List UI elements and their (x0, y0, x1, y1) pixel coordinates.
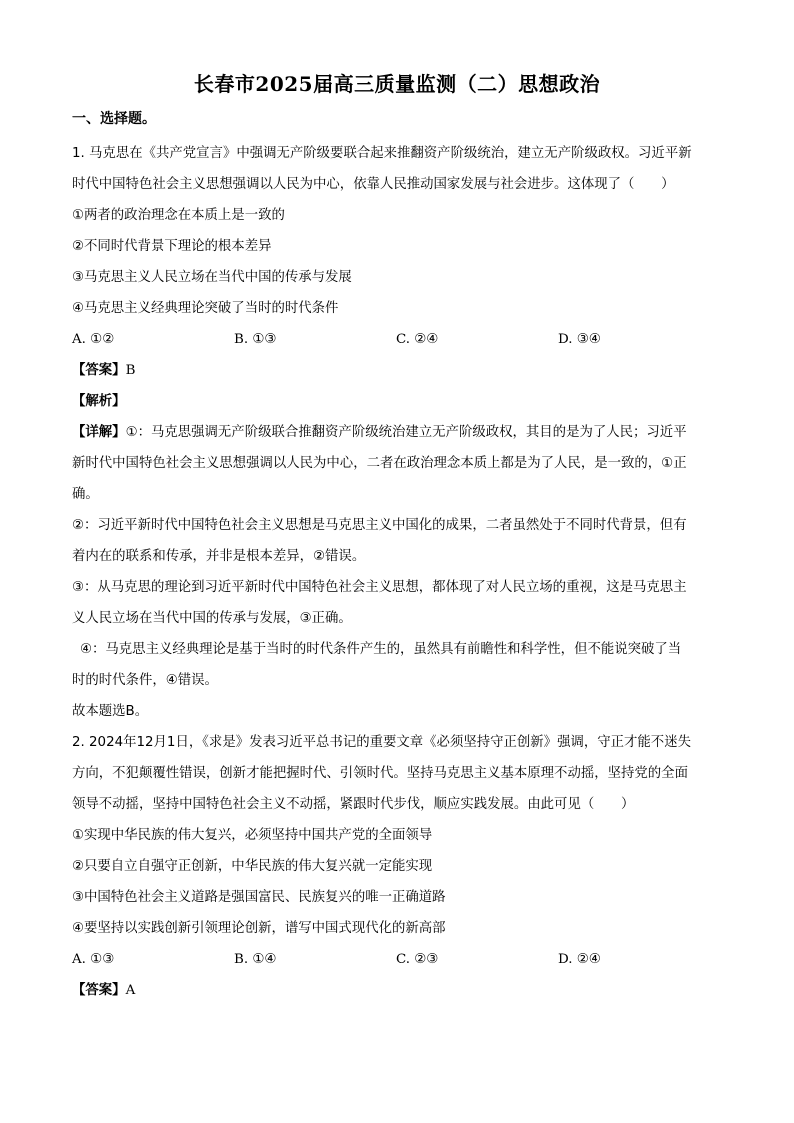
q1-item-3: ③马克思主义人民立场在当代中国的传承与发展 (72, 270, 352, 285)
q1-analysis-tag: 【解析】 (72, 394, 126, 409)
q1-item-2: ②不同时代背景下理论的根本差异 (72, 239, 272, 254)
q2-option-d: D. ②④ (558, 952, 601, 967)
q1-stem-line-2: 时代中国特色社会主义思想强调以人民为中心，依靠人民推动国家发展与社会进步。这体现了（ ） (72, 177, 675, 192)
q2-answer (72, 975, 724, 1006)
q1-answer-value: B (125, 363, 136, 378)
page-title: 长春市2025届高三质量监测（二）思想政治 (193, 72, 601, 96)
q2-item-3: ③中国特色社会主义道路是强国富民、民族复兴的唯一正确道路 (72, 890, 446, 905)
q1-analysis (72, 386, 724, 417)
q1-detail-line-9: 时的时代条件，④错误。 (72, 673, 218, 688)
q2-option-a: A. ①③ (72, 952, 115, 967)
q1-detail-line-3: 确。 (72, 487, 99, 502)
q1-item-4: ④马克思主义经典理论突破了当时的时代条件 (72, 301, 339, 316)
q1-detail-tag: 【详解】 (72, 425, 126, 440)
q2-item-2: ②只要自立自强守正创新，中华民族的伟大复兴就一定能实现 (72, 859, 433, 874)
q2-stem-line-2: 方向，不犯颠覆性错误，创新才能把握时代、引领时代。坚持马克思主义基本原理不动摇，坚持党的全面 (72, 766, 688, 781)
q1-options (72, 324, 724, 355)
q1-detail-line-5: 着内在的联系和传承，并非是根本差异，②错误。 (72, 549, 366, 564)
q2-options (72, 944, 724, 975)
q2-answer-value: A (125, 983, 136, 998)
section-heading: 一、选择题。 (72, 111, 156, 127)
q1-option-d: D. ③④ (558, 332, 601, 347)
q2-item-1: ①实现中华民族的伟大复兴，必须坚持中国共产党的全面领导 (72, 828, 433, 843)
q1-item-1: ①两者的政治理念在本质上是一致的 (72, 208, 285, 223)
q1-detail-line-2: 新时代中国特色社会主义思想强调以人民为中心，二者在政治理念本质上都是为了人民，是一致的，①正 (72, 456, 687, 471)
question-content (72, 138, 724, 1006)
q2-item-4: ④要坚持以实践创新引领理论创新，谱写中国式现代化的新高部 (72, 921, 446, 936)
q1-detail-line-8: ④：马克思主义经典理论是基于当时的时代条件产生的，虽然具有前瞻性和科学性，但不能说突破了当 (80, 642, 682, 657)
q1-detail-text-1: ①：马克思强调无产阶级联合推翻资产阶级统治建立无产阶级政权，其目的是为了人民；习近平 (125, 425, 687, 440)
q1-detail-line-6: ③：从马克思的理论到习近平新时代中国特色社会主义思想，都体现了对人民立场的重视，这是马克思主 (72, 580, 687, 595)
q2-option-b: B. ①④ (234, 952, 277, 967)
q1-option-b: B. ①③ (234, 332, 277, 347)
q2-stem-line-1: 2. 2024年12月1日，《求是》发表习近平总书记的重要文章《必须坚持守正创新》强调，守正才能不迷失 (72, 735, 691, 750)
q1-detail-line-4: ②：习近平新时代中国特色社会主义思想是马克思主义中国化的成果，二者虽然处于不同时代背景，但有 (72, 518, 687, 533)
q1-detail-line-7: 义人民立场在当代中国的传承与发展，③正确。 (72, 611, 352, 626)
q1-stem-line-1: 1. 马克思在《共产党宣言》中强调无产阶级要联合起来推翻资产阶级统治，建立无产阶级政权。习近平新 (72, 146, 692, 161)
q2-answer-tag: 【答案】 (72, 983, 126, 998)
q1-conclusion: 故本题选B。 (72, 704, 149, 719)
q1-detail-line-1 (72, 417, 724, 448)
q1-option-c: C. ②④ (396, 332, 439, 347)
q2-option-c: C. ②③ (396, 952, 439, 967)
q1-answer (72, 355, 724, 386)
q1-option-a: A. ①② (72, 332, 115, 347)
q2-stem-line-3: 领导不动摇，坚持中国特色社会主义不动摇，紧跟时代步伐，顺应实践发展。由此可见（ ） (72, 797, 635, 812)
q1-answer-tag: 【答案】 (72, 363, 126, 378)
